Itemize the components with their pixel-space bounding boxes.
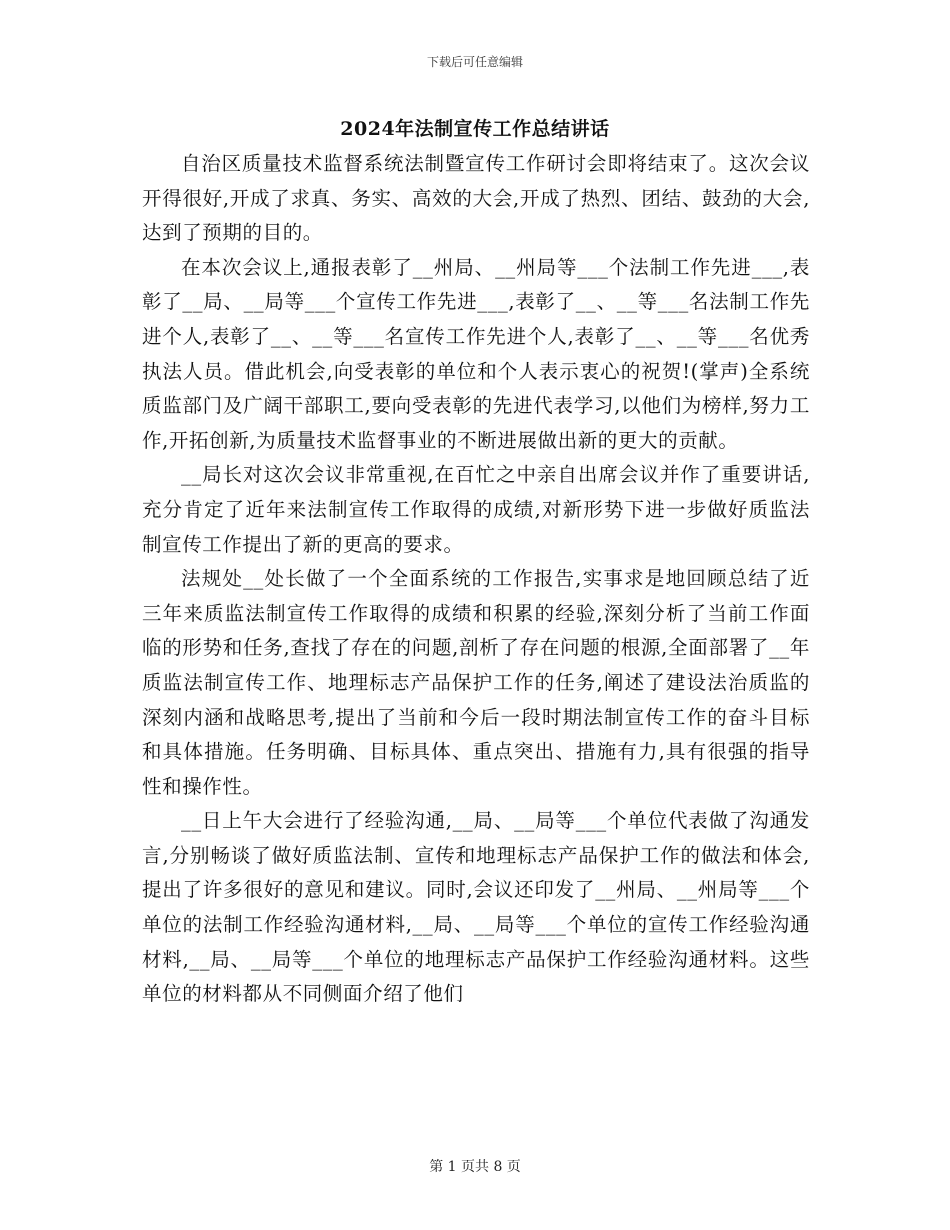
- paragraph-opening: 自治区质量技术监督系统法制暨宣传工作研讨会即将结束了。这次会议开得很好,开成了求真、务实、高效的大会,开成了热烈、团结、鼓劲的大会,达到了预期的目的。: [142, 152, 810, 245]
- paragraph-work-report: 法规处__处长做了一个全面系统的工作报告,实事求是地回顾总结了近三年来质监法制宣传工作取得的成绩和积累的经验,深刻分析了当前工作面临的形势和任务,查找了存在的问题,剖析了存在问题的根源,全面部署了__年质监法制宣传工作、地理标志产品保护工作的任务,阐述了建设法治质监的深刻内涵和战略思考,提出了当前和今后一段时期法制宣传工作的奋斗目标和具体措施。任务明确、目标具体、重点突出、措施有力,具有很强的指导性和操作性。: [142, 567, 810, 798]
- document-body: [142, 147, 810, 1012]
- page-header-note: 下载后可任意编辑: [426, 55, 523, 69]
- paragraph-commendations: 在本次会议上,通报表彰了__州局、__州局等___个法制工作先进___,表彰了__局、__局等___个宣传工作先进___,表彰了__、__等___名法制工作先进个人,表彰了__、__等___名宣传工作先进个人,表彰了__、__等___名优秀执法人员。借此机会,向受表彰的单位和个人表示衷心的祝贺!(掌声)全系统质监部门及广阔干部职工,要向受表彰的先进代表学习,以他们为榜样,努力工作,开拓创新,为质量技术监督事业的不断进展做出新的更大的贡献。: [142, 255, 810, 452]
- paragraph-director-speech: __局长对这次会议非常重视,在百忙之中亲自出席会议并作了重要讲话,充分肯定了近年来法制宣传工作取得的成绩,对新形势下进一步做好质监法制宣传工作提出了新的更高的要求。: [142, 463, 810, 556]
- paragraph-experience-exchange: __日上午大会进行了经验沟通,__局、__局等___个单位代表做了沟通发言,分别畅谈了做好质监法制、宣传和地理标志产品保护工作的做法和体会,提出了许多很好的意见和建议。同时,会议还印发了__州局、__州局等___个单位的法制工作经验沟通材料,__局、__局等___个单位的宣传工作经验沟通材料,__局、__局等___个单位的地理标志产品保护工作经验沟通材料。这些单位的材料都从不同侧面介绍了他们: [142, 809, 810, 1006]
- document-title: 2024年法制宣传工作总结讲话: [340, 118, 610, 140]
- page-number-footer: 第 1 页共 8 页: [429, 1159, 521, 1175]
